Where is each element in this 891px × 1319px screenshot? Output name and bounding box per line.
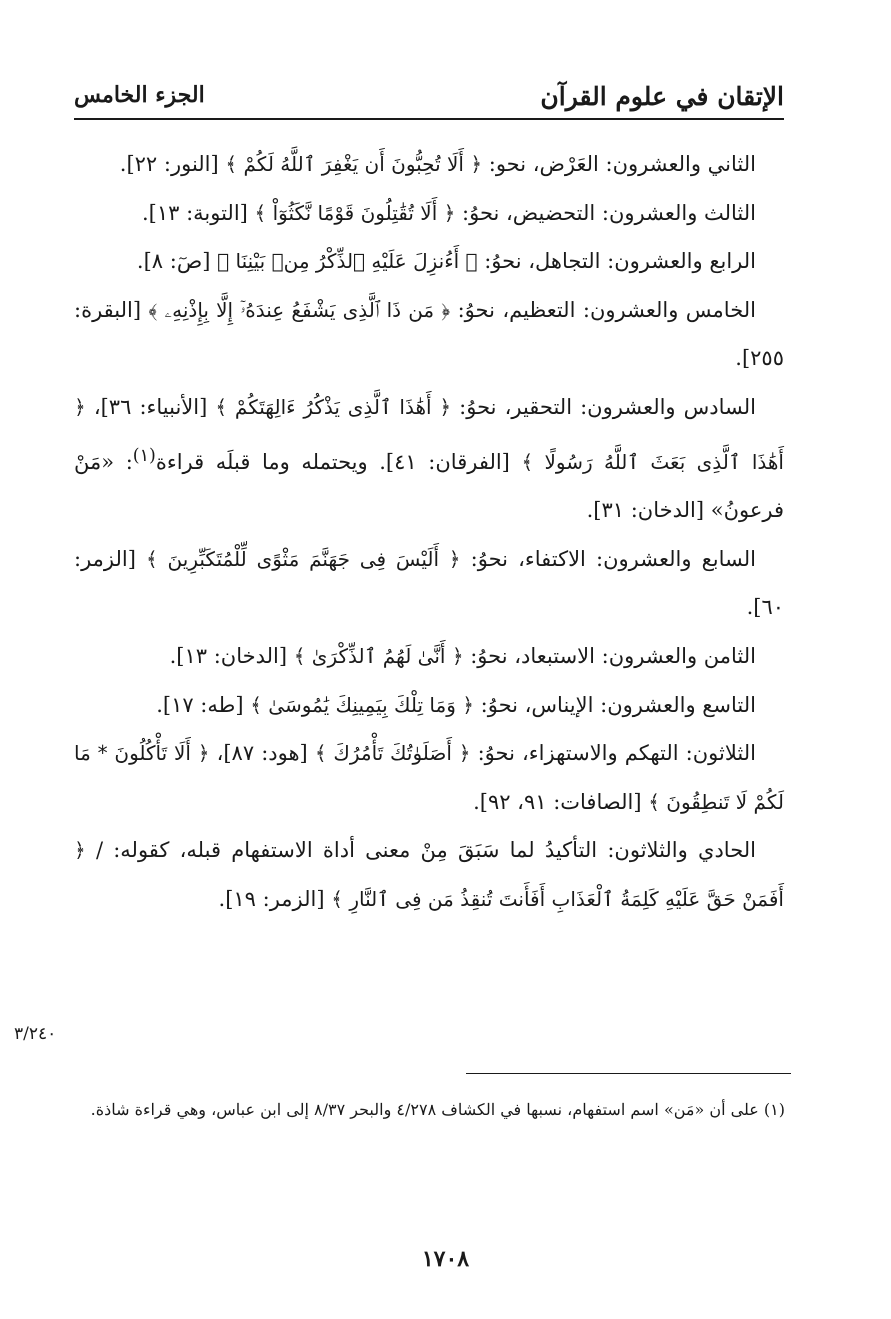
- footnote-marker[interactable]: (١): [132, 445, 156, 466]
- paragraph-27: [74, 535, 784, 632]
- verse-reference: [التوبة: ١٣].: [141, 200, 248, 225]
- footnote-rule: [466, 1073, 791, 1074]
- verse-reference: [الأنبياء: ٣٦]،: [93, 394, 208, 419]
- footnote: (١) على أن «مَن» اسم استفهام، نسبها في الكشاف ٤/٢٧٨ والبحر ٨/٣٧ إلى ابن عباس، وهي قراءة شاذة.: [90, 1100, 785, 1119]
- paragraph-29: [74, 681, 784, 730]
- verse-reference: [البقرة: ٢٥٥].: [74, 297, 784, 371]
- quran-verse: ﴿ أَلَا تُقَٰتِلُونَ قَوْمًا نَّكَثُوٓاْ ﴾: [254, 200, 456, 225]
- verse-reference-second: [الفرقان: ٤١]. ويحتمله وما قبلَه قراءة: [155, 449, 510, 474]
- paragraph-22: [74, 140, 784, 189]
- margin-page-reference: ٣/٢٤٠: [14, 1024, 57, 1044]
- paragraph-lead: الخامس والعشرون: التعظيم، نحوُ:: [457, 297, 756, 322]
- verse-reference: [النور: ٢٢].: [119, 152, 219, 176]
- paragraph-lead: الثاني والعشرون: العَرْض، نحو:: [488, 152, 756, 176]
- quran-verse-second: ﴿ أَهَٰذَا ٱلَّذِى بَعَثَ ٱللَّهُ رَسُولًا ﴾: [74, 394, 784, 474]
- running-header: [74, 74, 784, 118]
- verse-reference-second: [الصافات: ٩١، ٩٢].: [473, 789, 642, 814]
- quran-verse: ﴿ مَن ذَا ٱلَّذِى يَشْفَعُ عِندَهُۥٓ إِلَّا بِإِذْنِهِۦ ﴾: [148, 297, 451, 322]
- verse-reference: [هود: ٨٧]،: [216, 741, 308, 766]
- paragraph-24: [74, 237, 784, 286]
- part-title: الجزء الخامس: [74, 82, 205, 108]
- quran-verse: ﴿ أَنَّىٰ لَهُمُ ٱلذِّكْرَىٰ ﴾: [293, 643, 464, 668]
- main-text: [74, 140, 784, 924]
- quran-verse: ﴿ أَلَيْسَ فِى جَهَنَّمَ مَثْوًى لِّلْمُتَكَبِّرِينَ ﴾: [146, 546, 461, 571]
- paragraph-23: [74, 189, 784, 238]
- paragraph-28: [74, 632, 784, 681]
- paragraph-tail: : «مَنْ فرعونُ» [الدخان: ٣١].: [74, 449, 784, 523]
- quran-verse: ﴿ أَلَا تُحِبُّونَ أَن يَغْفِرَ ٱللَّهُ لَكُمْ ﴾: [225, 152, 483, 176]
- quran-verse-second: ﴿ أَلَا تَأْكُلُونَ * مَا لَكُمْ لَا تَنطِقُونَ ﴾: [74, 741, 784, 814]
- book-title: الإتقان في علوم القرآن: [540, 82, 784, 111]
- verse-reference: [الزمر: ١٩].: [218, 886, 325, 911]
- paragraph-26: [74, 383, 784, 535]
- verse-reference: [الزمر: ٦٠].: [74, 546, 784, 620]
- quran-verse: ﴿ أَفَمَنْ حَقَّ عَلَيْهِ كَلِمَةُ ٱلْعَذَابِ أَفَأَنتَ تُنقِذُ مَن فِى ٱلنَّارِ ﴾: [74, 838, 784, 911]
- quran-verse: ﴿ أَءُنزِلَ عَلَيْهِ ٱلذِّكْرُ مِنۢ بَيْنِنَا ﴾: [217, 249, 478, 274]
- paragraph-lead: الثامن والعشرون: الاستبعاد، نحوُ:: [470, 643, 756, 668]
- paragraph-lead: السابع والعشرون: الاكتفاء، نحوُ:: [470, 546, 756, 571]
- quran-verse: ﴿ أَصَلَوٰتُكَ تَأْمُرُكَ ﴾: [314, 741, 471, 766]
- paragraph-lead: السادس والعشرون: التحقير، نحوُ:: [459, 394, 757, 419]
- verse-reference: [طه: ١٧].: [156, 692, 244, 717]
- paragraph-lead: الحادي والثلاثون: التأكيدُ لما سَبَقَ مِنْ معنى أداة الاستفهام قبله، كقوله: /: [95, 838, 756, 863]
- quran-verse: ﴿ أَهَٰذَا ٱلَّذِى يَذْكُرُ ءَالِهَتَكُمْ ﴾: [215, 394, 452, 419]
- paragraph-25: [74, 286, 784, 383]
- paragraph-lead: الرابع والعشرون: التجاهل، نحوُ:: [484, 249, 756, 274]
- header-rule: [74, 118, 784, 120]
- paragraph-lead: الثالث والعشرون: التحضيض، نحوُ:: [462, 200, 756, 225]
- verse-reference: [الدخان: ١٣].: [169, 643, 288, 668]
- page-number: ١٧٠٨: [421, 1246, 470, 1272]
- paragraph-30: [74, 729, 784, 826]
- paragraph-31: [74, 826, 784, 923]
- quran-verse: ﴿ وَمَا تِلْكَ بِيَمِينِكَ يَٰمُوسَىٰ ﴾: [250, 692, 474, 717]
- paragraph-lead: الثلاثون: التهكم والاستهزاء، نحوُ:: [477, 741, 756, 766]
- verse-reference: [صٓ: ٨].: [136, 249, 211, 274]
- paragraph-lead: التاسع والعشرون: الإيناس، نحوُ:: [480, 692, 756, 717]
